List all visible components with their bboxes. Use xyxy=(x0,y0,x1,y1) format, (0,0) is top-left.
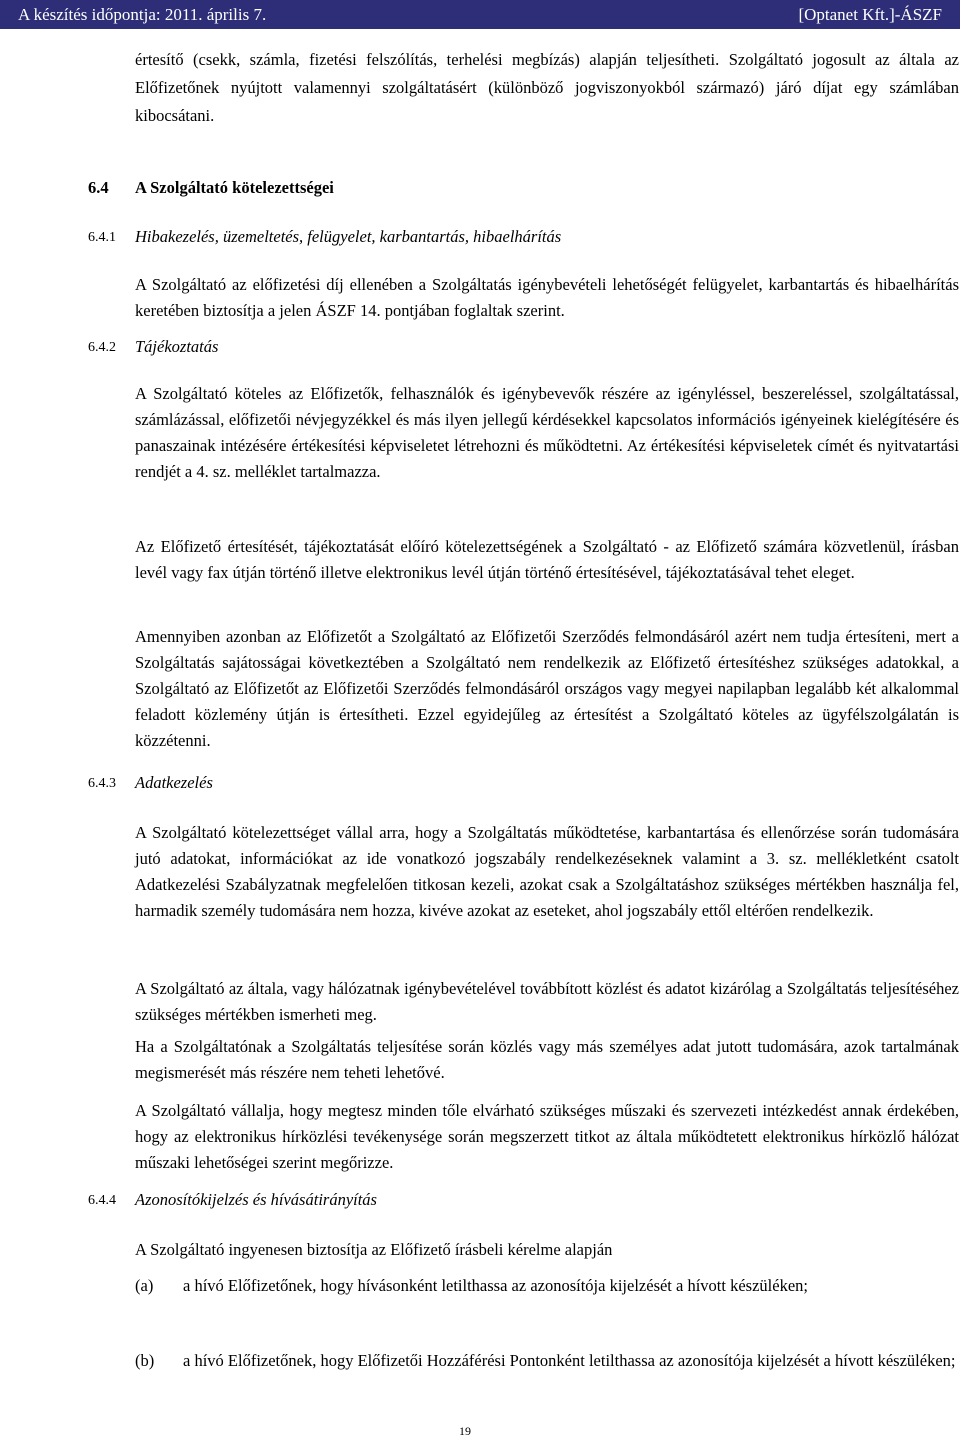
list-item-text: a hívó Előfizetőnek, hogy Előfizetői Hozzáférési Pontonként letilthassa az azonosítója kijelzését a hívott készüléken; xyxy=(183,1351,956,1370)
paragraph: A Szolgáltató ingyenesen biztosítja az Előfizető írásbeli kérelme alapján xyxy=(135,1240,613,1259)
subsection-number: 6.4.2 xyxy=(88,340,116,355)
list-item-label: (b) xyxy=(135,1351,155,1370)
list-item-text: a hívó Előfizetőnek, hogy hívásonként letilthassa az azonosítója kijelzését a hívott készüléken; xyxy=(183,1276,808,1295)
paragraph: A Szolgáltató vállalja, hogy megtesz minden tőle elvárható szükséges műszaki és szervezeti intézkedést annak érdekében, hogy az elektronikus hírközlési tevékenysége során megszerzett titkot az általa működtetett elektronikus hírközlő hálózat műszaki lehetőségei szerint megőrizze. xyxy=(135,1101,959,1172)
paragraph: A Szolgáltató az általa, vagy hálózatnak igénybevételével továbbított közlést és adatot kizárólag a Szolgáltatás teljesítéséhez szükséges mértékben ismerheti meg. xyxy=(135,979,959,1024)
header-company: [Optanet Kft.]-ÁSZF xyxy=(798,5,942,24)
paragraph: Az Előfizető értesítését, tájékoztatását előíró kötelezettségének a Szolgáltató - az Előfizető számára közvetlenül, írásban levél vagy fax útján történő illetve elektronikus levél útján történő értesítésével, tájékoztatásával tehet eleget. xyxy=(135,537,959,582)
paragraph: Ha a Szolgáltatónak a Szolgáltatás teljesítése során közlés vagy más személyes adat jutott tudomására, azok tartalmának megismerését más részére nem teheti lehetővé. xyxy=(135,1037,959,1082)
subsection-number: 6.4.3 xyxy=(88,776,116,791)
paragraph: A Szolgáltató kötelezettséget vállal arra, hogy a Szolgáltatás működtetése, karbantartása és ellenőrzése során tudomására jutó adatokat, információkat az ide vonatkozó jogszabály rendelkezéseknek valamint a 3. sz. mellékletként csatolt Adatkezelési Szabályzatnak megfelelően titkosan kezeli, azokat csak a Szolgáltatáshoz szükséges mértékben használja fel, harmadik személy tudomására nem hozza, kivéve azokat az eseteket, ahol jogszabály ettől eltérően rendelkezik. xyxy=(135,823,959,920)
paragraph: Amennyiben azonban az Előfizetőt a Szolgáltató az Előfizetői Szerződés felmondásáról azért nem tudja értesíteni, mert a Szolgáltatás sajátosságai következtében a Szolgáltató nem rendelkezik az Előfizető értesítéshez szükséges adatokkal, a Szolgáltató az Előfizetőt az Előfizetői Szerződés felmondásáról országos vagy megyei napilapban legalább két alkalommal feladott közlemény útján is értesítheti. Ezzel egyidejűleg az értesítést a Szolgáltató köteles az ügyfélszolgálatán is közzétenni. xyxy=(135,627,959,750)
intro-paragraph: értesítő (csekk, számla, fizetési felszólítás, terhelési megbízás) alapján teljesítheti. Szolgáltató jogosult az általa az Előfizetőnek nyújtott valamennyi szolgáltatásért (különböző jogviszonyokból származó) járó díjat egy számlában kibocsátani. xyxy=(135,50,959,125)
subsection-title: Azonosítókijelzés és hívásátirányítás xyxy=(135,1190,377,1209)
page-number: 19 xyxy=(459,1424,471,1438)
page-header xyxy=(0,0,960,29)
subsection-title: Hibakezelés, üzemeltetés, felügyelet, karbantartás, hibaelhárítás xyxy=(135,227,562,246)
paragraph: A Szolgáltató az előfizetési díj ellenében a Szolgáltatás igénybevételi lehetőségét felügyelet, karbantartás és hibaelhárítás keretében biztosítja a jelen ÁSZF 14. pontjában foglaltak szerint. xyxy=(135,275,959,320)
header-date: A készítés időpontja: 2011. április 7. xyxy=(18,5,267,24)
subsection-number: 6.4.1 xyxy=(88,230,116,245)
subsection-number: 6.4.4 xyxy=(88,1193,116,1208)
subsection-title: Adatkezelés xyxy=(135,773,213,792)
list-item-label: (a) xyxy=(135,1276,154,1295)
section-number: 6.4 xyxy=(88,178,109,197)
paragraph: A Szolgáltató köteles az Előfizetők, felhasználók és igénybevevők részére az igényléssel, beszereléssel, szolgáltatással, számlázással, előfizetői névjegyzékkel és más ilyen jellegű kérdésekkel kapcsolatos információs igényeinek kielégítésére és panaszainak intézésére értékesítési képviseletet létrehozni és működtetni. Az értékesítési képviseletek címét és nyitvatartási rendjét a 4. sz. melléklet tartalmazza. xyxy=(135,384,959,481)
subsection-title: Tájékoztatás xyxy=(135,337,219,356)
section-title: A Szolgáltató kötelezettségei xyxy=(135,178,334,197)
